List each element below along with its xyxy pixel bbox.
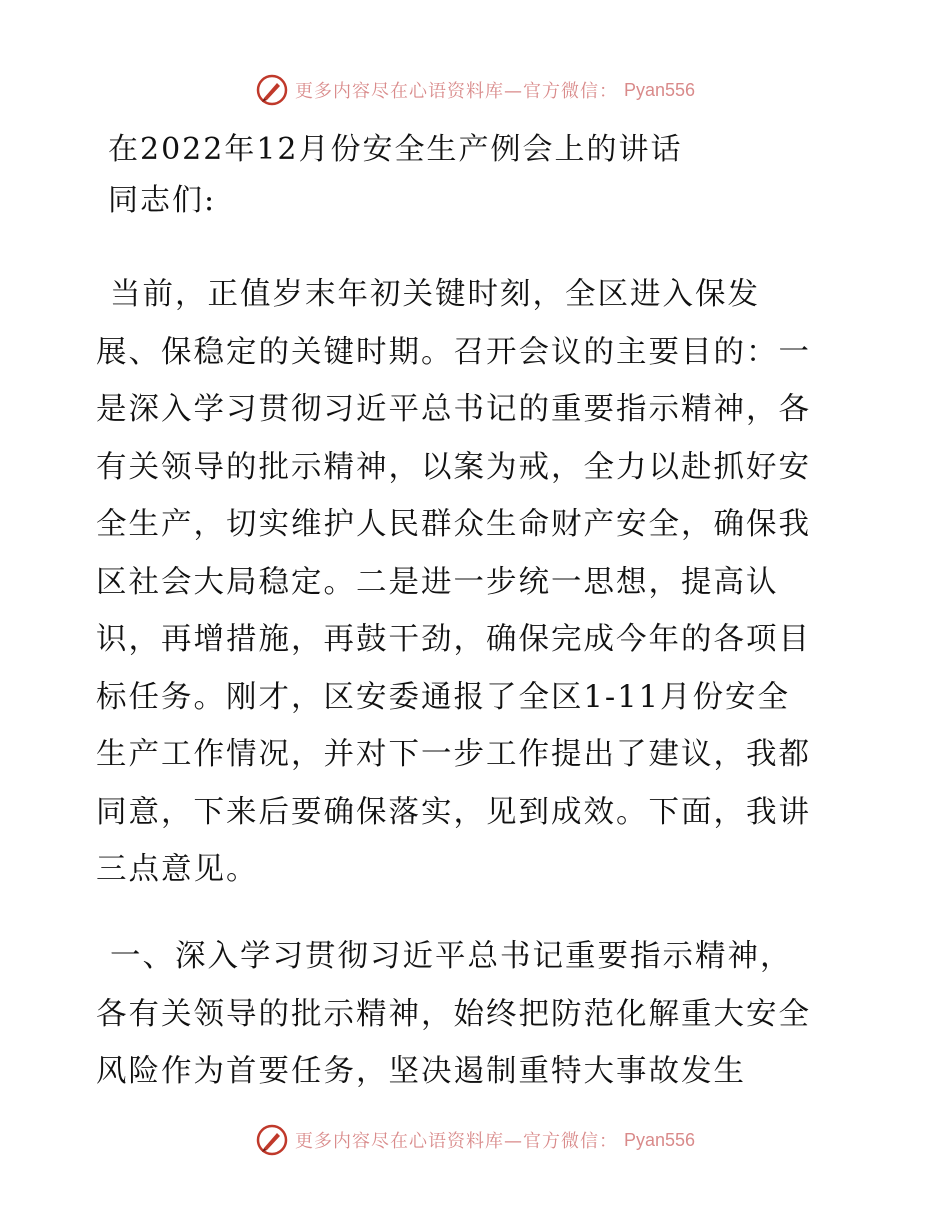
paragraph-line: 生产工作情况，并对下一步工作提出了建议，我都 (96, 737, 811, 772)
paragraph-line: 三点意见。 (96, 852, 259, 887)
watermark-header (0, 70, 950, 110)
watermark-text: 更多内容尽在心语资料库—官方微信： (294, 81, 618, 102)
watermark-wechat-id: Pyan556 (623, 1129, 696, 1150)
section-heading-line: 一、深入学习贯彻习近平总书记重要指示精神， (110, 939, 793, 974)
pen-logo-icon (255, 1123, 289, 1157)
paragraph-line: 是深入学习贯彻习近平总书记的重要指示精神，各 (96, 392, 811, 427)
paragraph-intro (96, 266, 856, 899)
paragraph-line: 展、保稳定的关键时期。召开会议的主要目的：一 (96, 334, 811, 370)
paragraph-line: 风险作为首要任务，坚决遏制重特大事故发生 (96, 1054, 746, 1089)
paragraph-line: 有关领导的批示精神，以案为戒，全力以赴抓好安 (96, 449, 811, 485)
paragraph-line: 全生产，切实维护人民群众生命财产安全，确保我 (96, 507, 811, 542)
paragraph-section-one (96, 928, 856, 1101)
document-title: 在2022年12月份安全生产例会上的讲话 (108, 132, 683, 167)
paragraph-line: 标任务。刚才，区安委通报了全区1-11月份安全 (96, 679, 791, 715)
watermark-footer (0, 1120, 950, 1160)
paragraph-line: 识，再增措施，再鼓干劲，确保完成今年的各项目 (96, 622, 811, 657)
salutation: 同志们: (108, 183, 217, 218)
watermark-wechat-id: Pyan556 (623, 79, 696, 100)
paragraph-line: 当前，正值岁末年初关键时刻，全区进入保发 (110, 277, 760, 312)
paragraph-line: 各有关领导的批示精神，始终把防范化解重大安全 (96, 996, 811, 1032)
paragraph-line: 同意，下来后要确保落实，见到成效。下面，我讲 (96, 794, 811, 830)
pen-logo-icon (255, 73, 289, 107)
paragraph-line: 区社会大局稳定。二是进一步统一思想，提高认 (96, 564, 779, 600)
watermark-text: 更多内容尽在心语资料库—官方微信： (294, 1131, 618, 1152)
